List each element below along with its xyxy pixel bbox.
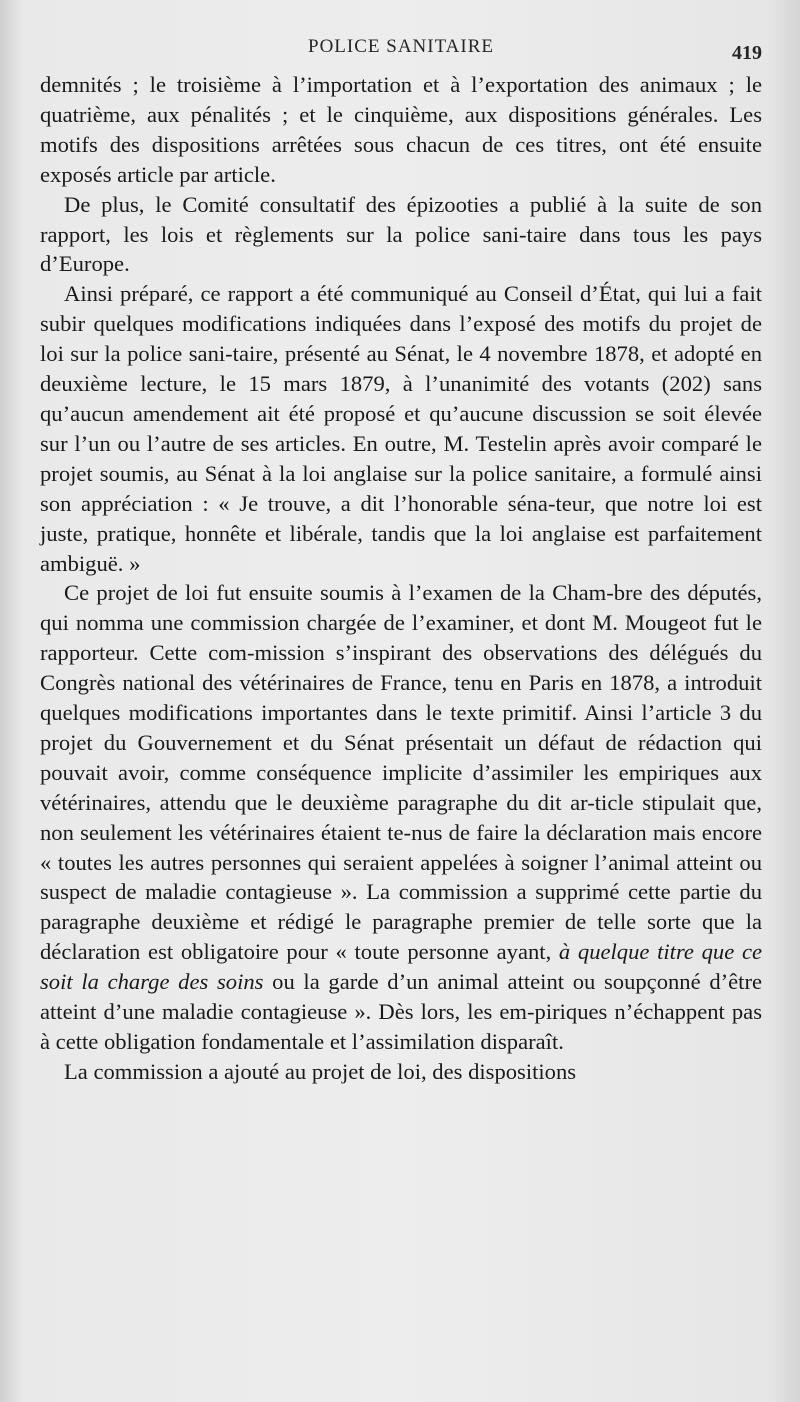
text-segment: Ce projet de loi fut ensuite soumis à l’examen de la Cham-bre des députés, qui nomma une commission chargée de l’examiner, et dont M. Mougeot fut le rapporteur. Cette com-mission s’inspirant des observations des délégués du Congrès national des vétérinaires de France, tenu en Paris en 1878, a introduit quelques modifications importantes dans le texte primitif. Ainsi l’article 3 du projet du Gouvernement et du Sénat présentait un défaut de rédaction qui pouvait avoir, comme conséquence implicite d’assimiler les empiriques aux vétérinaires, attendu que le deuxième paragraphe du dit ar-ticle stipulait que, non seulement les vétérinaires étaient te-nus de faire la déclaration mais encore « toutes les autres personnes qui seraient appelées à soigner l’animal atteint ou suspect de maladie contagieuse ». La commission a supprimé cette partie du paragraphe deuxième et rédigé le paragraphe premier de telle sorte que la déclaration est obligatoire pour « toute personne ayant,	[40, 580, 762, 965]
paragraph-p3	[40, 279, 762, 578]
paragraph-p2	[40, 190, 762, 280]
text-segment: De plus, le Comité consultatif des épizooties a publié à la suite de son rapport, les lois et règlements sur la police sani-taire dans tous les pays d’Europe.	[40, 191, 762, 277]
body-text	[40, 70, 762, 1087]
paragraph-p1	[40, 70, 762, 190]
page-header	[40, 36, 762, 66]
page-number: 419	[732, 42, 762, 64]
text-segment: demnités ; le troisième à l’importation et à l’exportation des animaux ; le quatrième, aux pénalités ; et le cinquième, aux dispositions générales. Les motifs des dispositions arrêtées sous chacun de ces titres, ont été ensuite exposés article par article.	[40, 72, 762, 187]
paragraph-p4	[40, 578, 762, 1057]
italic-segment: à quelque titre que ce soit la charge des soins	[40, 939, 763, 995]
text-segment: Ainsi préparé, ce rapport a été communiqué au Conseil d’État, qui lui a fait subir quelques modifications indiquées dans l’exposé des motifs du projet de loi sur la police sani-taire, présenté au Sénat, le 4 novembre 1878, et adopté en deuxième lecture, le 15 mars 1879, à l’unanimité des votants (202) sans qu’aucun amendement ait été proposé et qu’aucune discussion se soit élevée sur l’un ou l’autre de ses articles. En outre, M. Testelin après avoir comparé le projet soumis, au Sénat à la loi anglaise sur la police sanitaire, a formulé ainsi son appréciation : « Je trouve, a dit l’honorable séna-teur, que notre loi est juste, pratique, honnête et libérale, tandis que la loi anglaise est parfaitement ambiguë. »	[40, 281, 762, 576]
text-segment: La commission a ajouté au projet de loi, des dispositions	[64, 1058, 577, 1084]
paragraph-p5	[40, 1057, 762, 1087]
text-segment: ou la garde d’un animal atteint ou soupçonné d’être atteint d’une maladie contagieuse ». Dès lors, les em-piriques n’échappent pas à cette obligation fondamentale et l’assimilation disparaît.	[40, 969, 762, 1054]
running-title: POLICE SANITAIRE	[308, 36, 494, 57]
